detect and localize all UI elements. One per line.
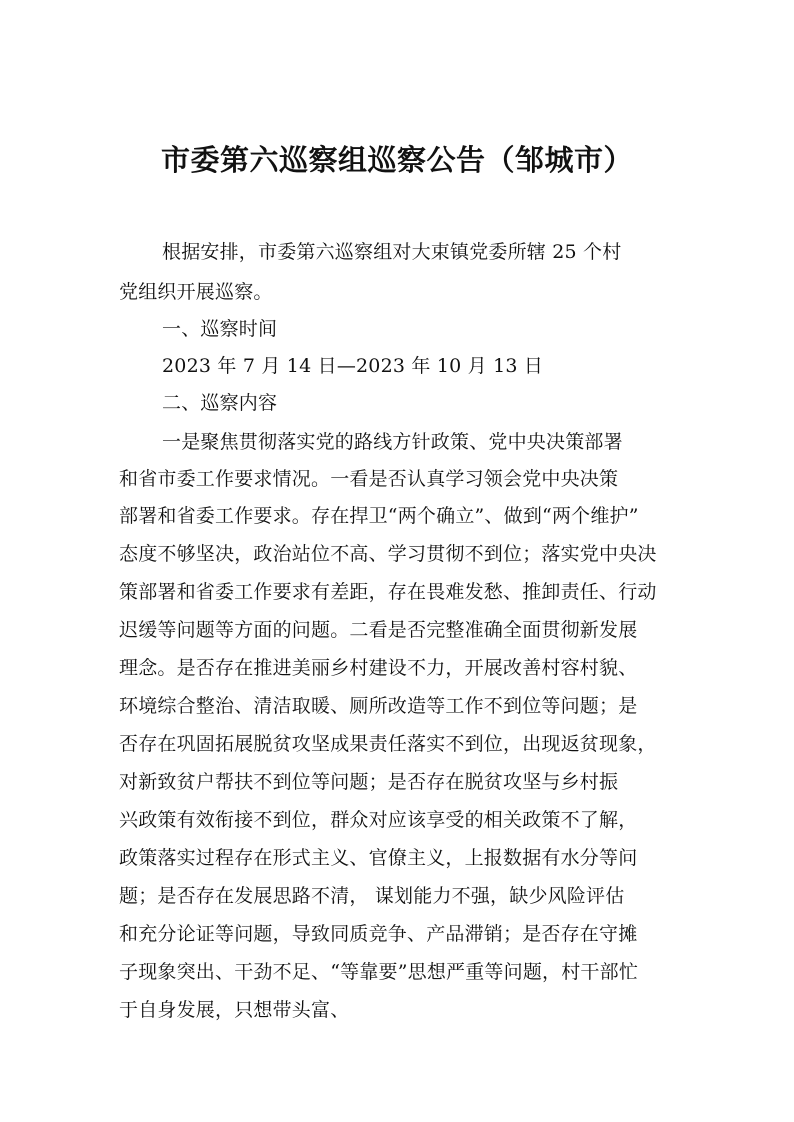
paragraph-line: 部署和省委工作要求。存在捍卫“两个确立”、做到“两个维护” [119,505,639,527]
paragraph-line: 否存在巩固拓展脱贫攻坚成果责任落实不到位，出现返贫现象， [119,733,657,755]
paragraph-line: 根据安排，市委第六巡察组对大束镇党委所辖 25 个村 [162,241,622,263]
paragraph-line: 理念。是否存在推进美丽乡村建设不力，开展改善村容村貌、 [119,657,638,679]
paragraph-line: 态度不够坚决，政治站位不高、学习贯彻不到位；落实党中央决 [119,543,657,565]
paragraph-line: 一是聚焦贯彻落实党的路线方针政策、党中央决策部署 [162,431,623,453]
paragraph-line: 环境综合整治、清洁取暖、厕所改造等工作不到位等问题；是 [119,695,638,717]
paragraph-line: 和省市委工作要求情况。一看是否认真学习领会党中央决策 [119,468,619,490]
section-heading: 二、巡察内容 [162,392,278,414]
paragraph-line: 和充分论证等问题，导致同质竞争、产品滞销；是否存在守摊 [119,923,638,945]
paragraph-line: 策部署和省委工作要求有差距，存在畏难发愁、推卸责任、行动 [119,581,657,603]
paragraph-line: 迟缓等问题等方面的问题。二看是否完整准确全面贯彻新发展 [119,619,638,641]
paragraph-line: 题；是否存在发展思路不清， 谋划能力不强，缺少风险评估 [119,885,625,907]
paragraph-line: 党组织开展巡察。 [119,281,273,303]
paragraph-line: 对新致贫户帮扶不到位等问题；是否存在脱贫攻坚与乡村振 [119,771,619,793]
paragraph-line: 政策落实过程存在形式主义、官僚主义，上报数据有水分等问 [119,847,638,869]
paragraph-line: 兴政策有效衔接不到位，群众对应该享受的相关政策不了解， [119,809,638,831]
paragraph-line: 于自身发展，只想带头富、 [119,999,350,1021]
document-title: 市委第六巡察组巡察公告（邹城市） [160,143,633,177]
paragraph-line: 子现象突出、干劲不足、“等靠要”思想严重等问题，村干部忙 [119,961,639,983]
date-range: 2023 年 7 月 14 日—2023 年 10 月 13 日 [162,355,544,377]
section-heading: 一、巡察时间 [162,318,278,340]
